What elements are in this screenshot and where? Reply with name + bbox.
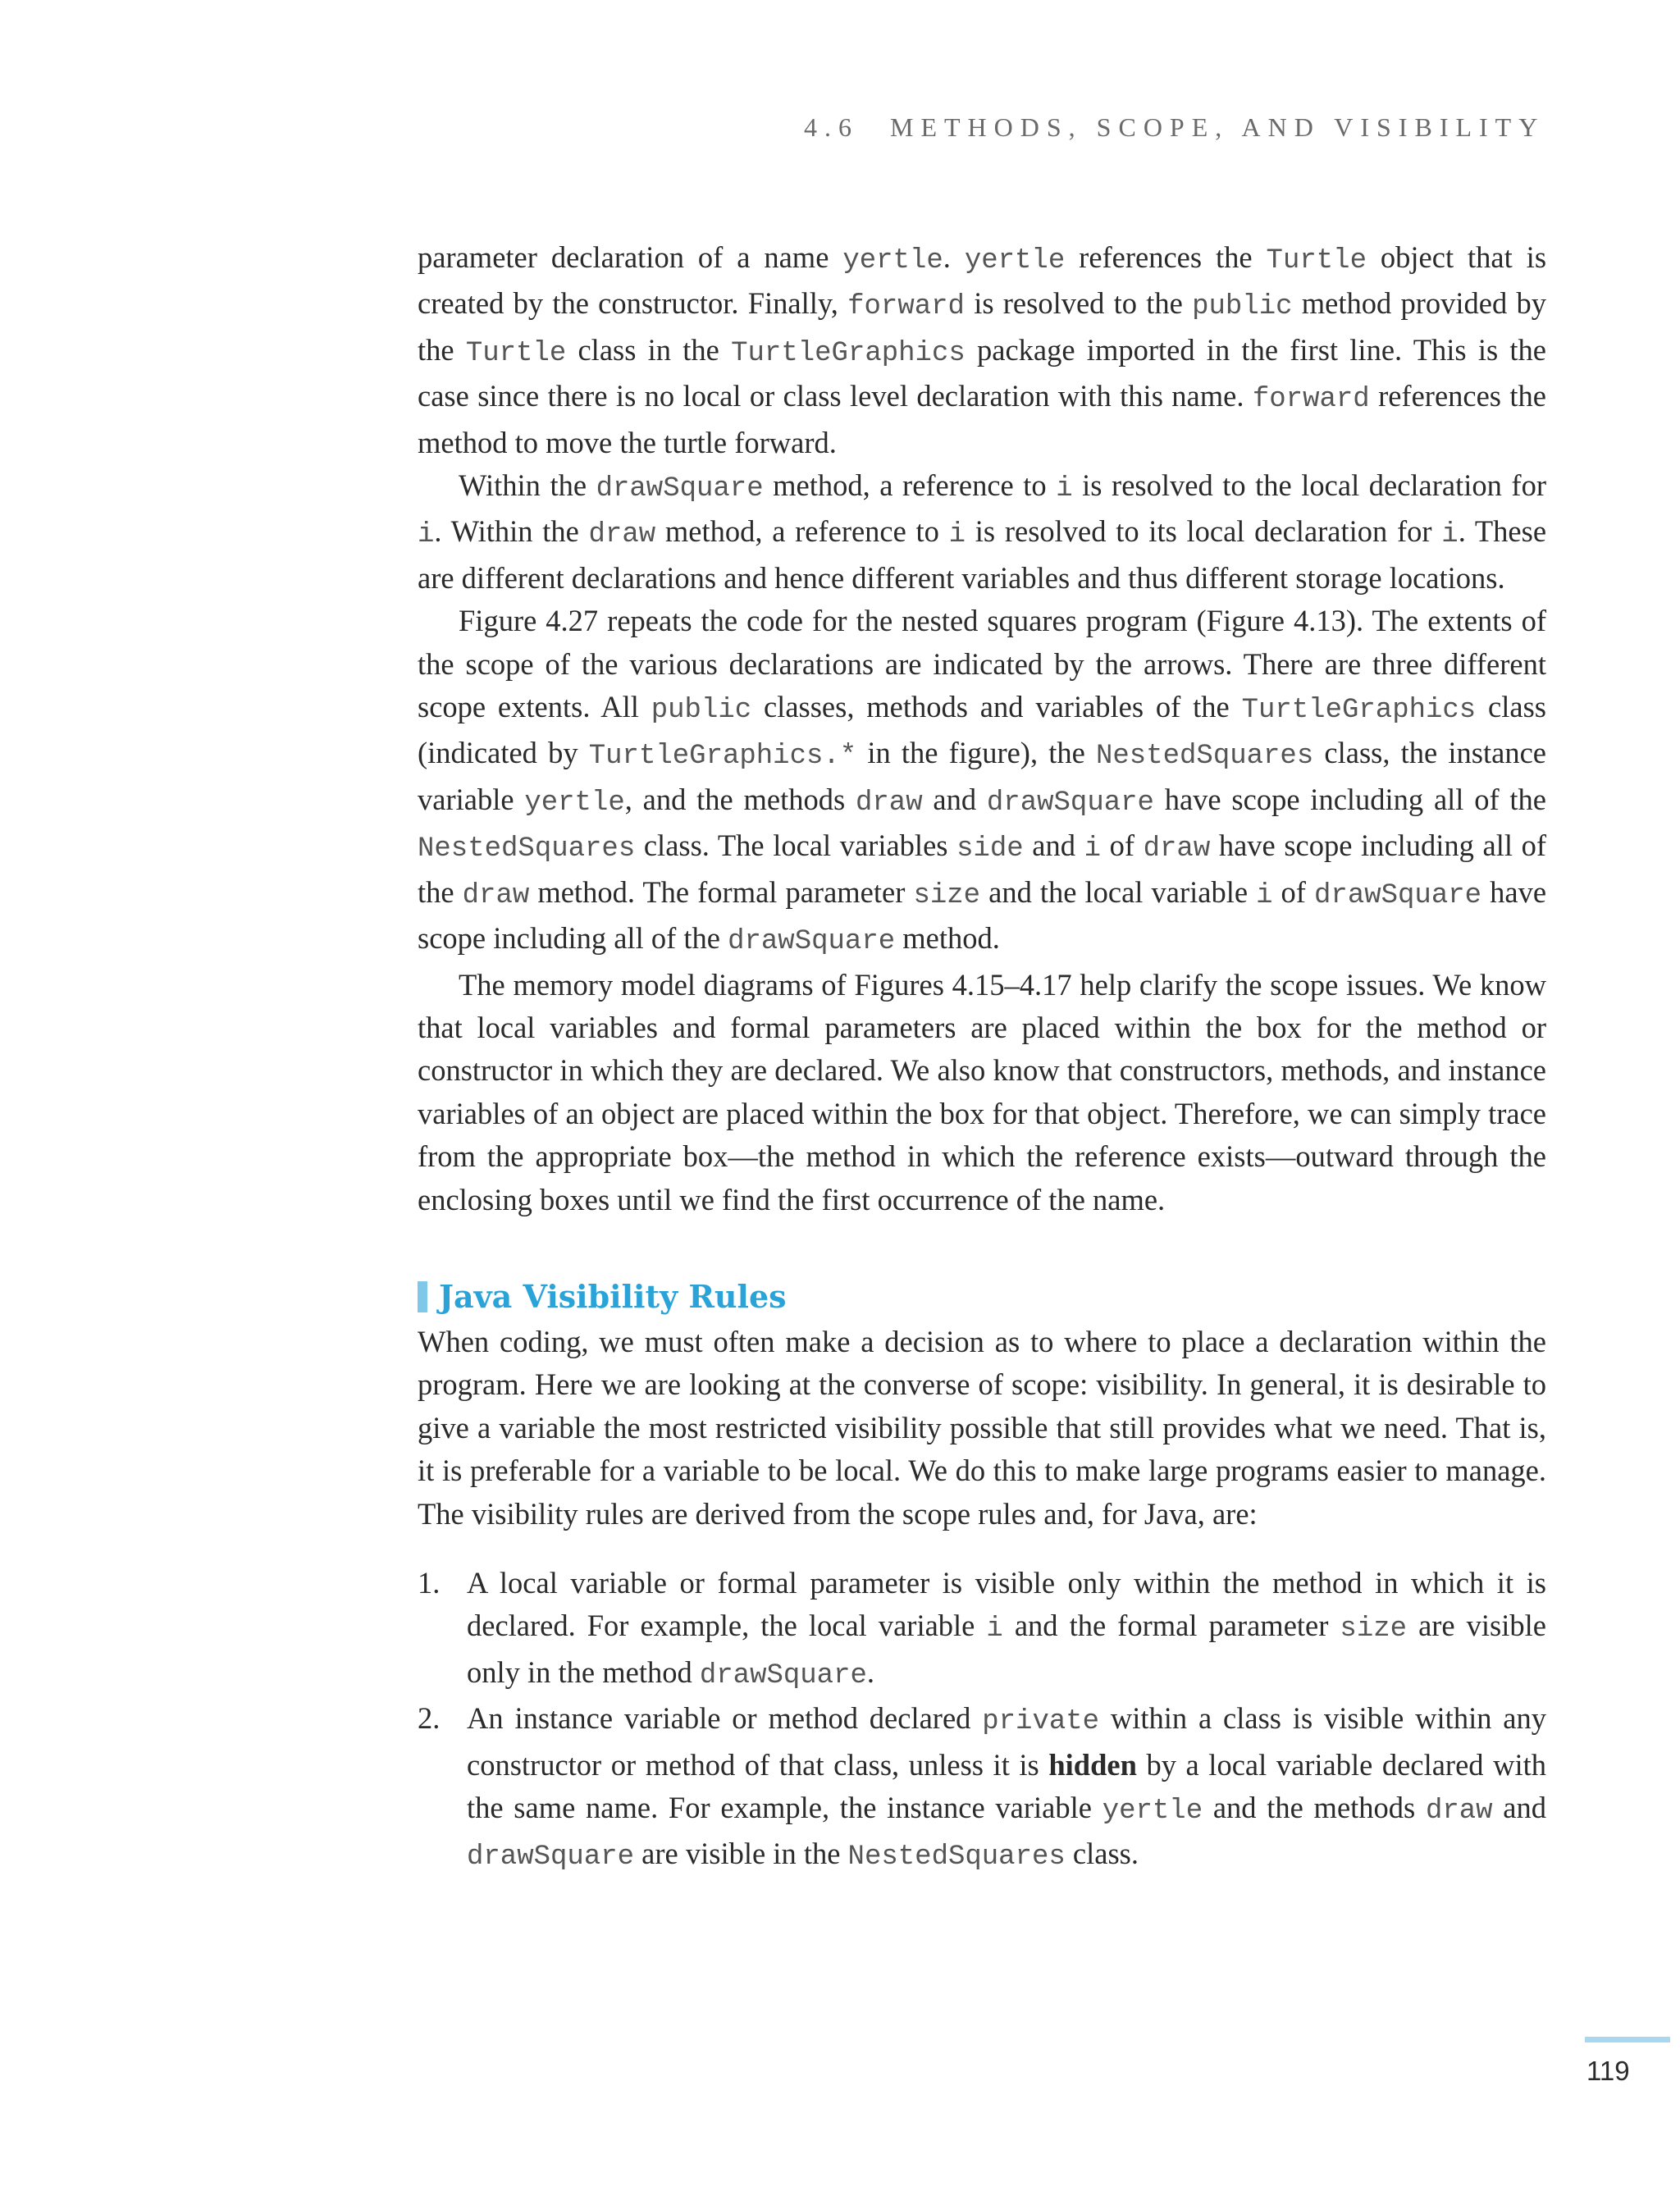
text-run: method. The formal parameter	[529, 874, 914, 909]
text-run: class (indicated by	[418, 690, 1546, 770]
text-run: Within the	[459, 468, 596, 503]
text-run: .	[866, 1654, 875, 1689]
running-head-section-number: 4.6	[804, 112, 859, 142]
code-term: NestedSquares	[1096, 741, 1314, 773]
rule-item	[418, 1697, 1546, 1879]
text-run: are visible in the	[634, 1837, 848, 1871]
code-term: Turtle	[465, 337, 567, 369]
code-term: draw	[588, 519, 656, 551]
text-run: class. The local variables	[635, 828, 957, 863]
section-heading-text: Java Visibility Rules	[439, 1277, 787, 1315]
code-term: i	[418, 519, 435, 551]
text-run: and the local variable	[980, 874, 1257, 909]
text-run: class in the	[566, 332, 732, 367]
text-run: . Within the	[434, 514, 589, 549]
code-term: draw	[1425, 1796, 1493, 1827]
code-term: drawSquare	[728, 926, 896, 958]
text-run: by a local variable declared with the same name. For example, the instance variable	[467, 1747, 1546, 1824]
text-run: and	[1023, 828, 1084, 863]
running-head-section-title: METHODS, SCOPE, AND VISIBILITY	[890, 112, 1545, 142]
text-run: , and the methods	[624, 782, 856, 816]
code-term: i	[1441, 519, 1459, 551]
text-run: are visible only in the method	[467, 1609, 1546, 1689]
code-term: i	[986, 1613, 1003, 1645]
text-run: have scope including all of the	[418, 874, 1547, 956]
text-run: package imported in the first line. This is the case since there is no local or class level declaration with this name.	[418, 332, 1547, 413]
page-number-rule	[1585, 2037, 1670, 2042]
body-paragraph	[418, 464, 1546, 600]
body-paragraph	[418, 236, 1546, 464]
code-term: i	[1056, 473, 1073, 505]
text-run: object that is created by the constructor. Finally,	[418, 240, 1547, 321]
code-term: drawSquare	[596, 473, 764, 505]
code-term: drawSquare	[699, 1659, 867, 1691]
code-term: i	[1256, 879, 1273, 911]
text-run: and the formal parameter	[1002, 1609, 1340, 1643]
text-run: in the figure), the	[856, 736, 1096, 770]
text-run: Figure 4.27 repeats the code for the nested squares program (Figure 4.13). The extents of the scope of the various declarations are indicated by the arrows. There are three different scope extents. All	[418, 604, 1546, 724]
emphasized-term: hidden	[1048, 1747, 1137, 1782]
text-run: is resolved to the	[964, 286, 1193, 321]
text-run: The memory model diagrams of Figures 4.15–4.17 help clarify the scope issues. We know that local variables and formal parameters are placed within the box for the method or constructor in which they are declared. We also know that constructors, methods, and instance variables of an object are placed within the box for that object. Therefore, we can simply trace from the appropriate box—the method in which the reference exists—outward through the enclosing boxes until we find the first occurrence of the name.	[418, 967, 1546, 1216]
code-term: size	[913, 879, 981, 911]
text-run: class.	[1065, 1837, 1139, 1871]
text-run: An instance variable or method declared	[467, 1701, 983, 1736]
text-run: have scope including all of the	[1153, 782, 1547, 816]
body-paragraph	[418, 964, 1546, 1221]
text-run: When coding, we must often make a decision as to where to place a declaration within the program. Here we are looking at the converse of scope: visibility. In general, it is desirable to give a variable the most restricted visibility possible that still provides what we need. That is, it is preferable for a variable to be local. We do this to make large programs easier to manage. The visibility rules are derived from the scope rules and, for Java, are:	[418, 1324, 1546, 1531]
text-run: and	[1492, 1791, 1547, 1824]
text-run: . These are different declarations and hence different variables and thus different storage locations.	[418, 514, 1547, 595]
heading-bar-icon	[418, 1281, 427, 1312]
code-term: side	[956, 833, 1024, 865]
text-run: and	[922, 782, 987, 816]
code-term: private	[982, 1706, 1100, 1738]
section-heading	[418, 1273, 1546, 1321]
code-term: i	[1084, 833, 1102, 865]
text-run: method.	[895, 921, 1000, 956]
section-intro-paragraph	[418, 1321, 1546, 1536]
text-run: method provided by the	[418, 286, 1546, 367]
code-term: draw	[856, 787, 923, 819]
scope-paragraphs	[418, 236, 1546, 1221]
code-term: public	[651, 695, 752, 727]
code-term: NestedSquares	[847, 1842, 1066, 1874]
text-run: of	[1101, 828, 1144, 863]
rule-number: 1.	[418, 1565, 441, 1600]
page-body	[418, 236, 1546, 1879]
text-run: of	[1272, 874, 1315, 909]
code-term: drawSquare	[467, 1842, 635, 1874]
rule-number: 2.	[418, 1701, 441, 1736]
code-term: forward	[1252, 384, 1370, 416]
page-number: 119	[1586, 2056, 1630, 2086]
code-term: yertle	[842, 245, 943, 276]
text-run: is resolved to its local declaration for	[966, 514, 1442, 549]
code-term: i	[948, 519, 966, 551]
text-run: is resolved to the local declaration for	[1072, 468, 1546, 503]
body-paragraph	[418, 600, 1546, 963]
text-run: classes, methods and variables of the	[751, 690, 1242, 724]
code-term: draw	[462, 879, 530, 911]
text-run: references the method to move the turtle forward.	[418, 379, 1546, 459]
code-term: TurtleGraphics	[731, 337, 966, 369]
code-term: yertle	[964, 245, 1066, 276]
text-run: within a class is visible within any constructor or method of that class, unless it is	[467, 1701, 1546, 1782]
text-run: references the	[1065, 240, 1267, 274]
code-term: forward	[847, 291, 965, 323]
text-run: class, the instance variable	[418, 736, 1546, 816]
code-term: yertle	[1102, 1796, 1203, 1827]
visibility-rules-list	[418, 1562, 1546, 1879]
code-term: size	[1340, 1613, 1408, 1645]
text-run: .	[943, 240, 965, 274]
code-term: TurtleGraphics.*	[588, 741, 857, 773]
text-run: method, a reference to	[763, 468, 1057, 503]
text-run: method, a reference to	[655, 514, 949, 549]
rule-item	[418, 1562, 1546, 1697]
running-head	[804, 112, 1545, 143]
code-term: yertle	[524, 787, 625, 819]
code-term: public	[1192, 291, 1293, 323]
code-term: TurtleGraphics	[1241, 695, 1477, 727]
text-run: parameter declaration of a name	[418, 240, 843, 274]
code-term: drawSquare	[1314, 879, 1482, 911]
text-run: A local variable or formal parameter is visible only within the method in which it is declared. For example, the local variable	[467, 1565, 1546, 1643]
code-term: Turtle	[1266, 245, 1367, 276]
code-term: drawSquare	[986, 787, 1154, 819]
code-term: draw	[1143, 833, 1211, 865]
code-term: NestedSquares	[418, 833, 636, 865]
text-run: and the methods	[1203, 1791, 1426, 1824]
text-run: have scope including all of the	[418, 828, 1547, 909]
